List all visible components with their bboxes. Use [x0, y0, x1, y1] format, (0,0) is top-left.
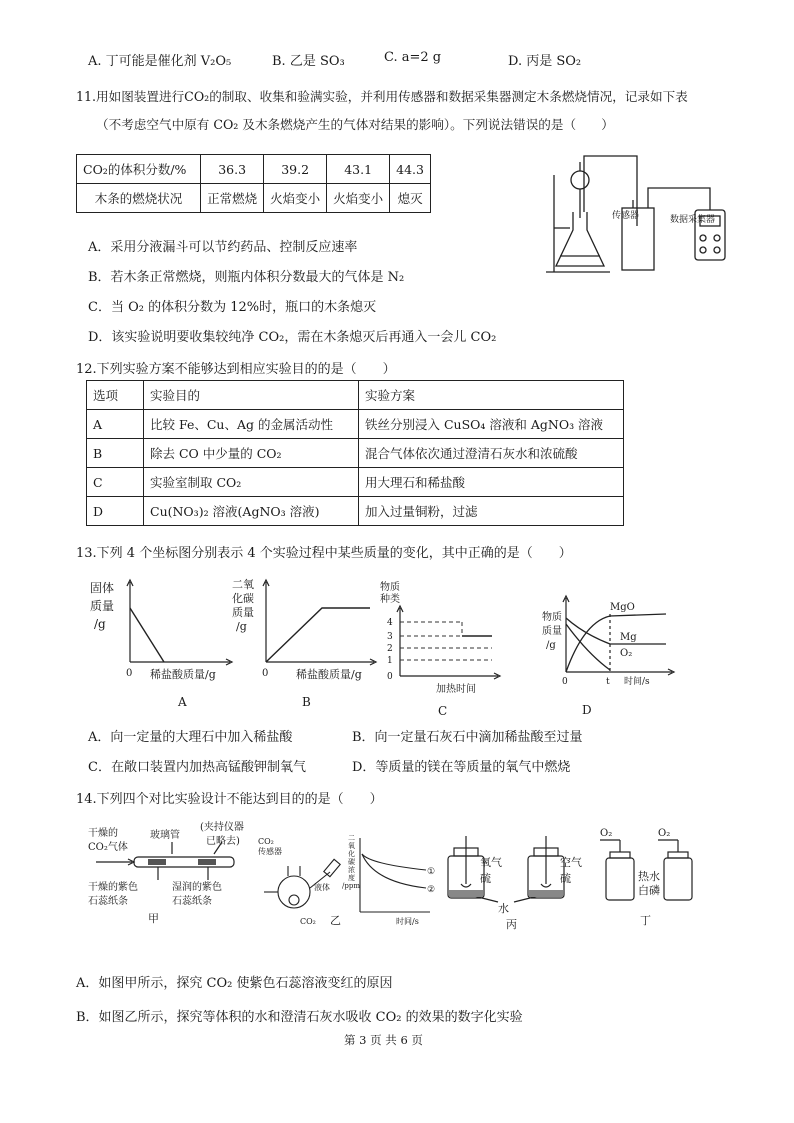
graph-c-ytick: 4 — [387, 618, 393, 628]
yi-liquid: 液体 — [314, 883, 330, 892]
yi-ylabel: 化 — [348, 850, 355, 858]
bing-label: 丙 — [506, 918, 517, 931]
q14-option-a: A．如图甲所示，探究 CO₂ 使紫色石蕊溶液变红的原因 — [76, 976, 393, 991]
q10-option-d: D. 丙是 SO₂ — [508, 54, 582, 69]
q12-table — [86, 380, 624, 526]
ding-hot-water: 热水 — [638, 870, 660, 883]
q14-figure-bing — [440, 828, 588, 932]
graph-a-ylabel-2: 质量 — [90, 599, 115, 613]
q13-graph-d — [540, 574, 690, 717]
ding-label: 丁 — [640, 914, 651, 927]
jia-dry-2: 石蕊纸条 — [88, 896, 128, 907]
q13-stem: 13.下列 4 个坐标图分别表示 4 个实验过程中某些质量的变化，其中正确的是（ ） — [76, 546, 572, 561]
ding-phosphorus: 白磷 — [638, 884, 660, 897]
jia-note-1: (夹持仪器 — [200, 822, 244, 833]
q14-figure-ding — [598, 828, 708, 928]
q11-cell: 火焰变小 — [327, 184, 390, 213]
q14-stem: 14.下列四个对比实验设计不能达到目的的是（ ） — [76, 792, 383, 807]
jia-gas-2: CO₂气体 — [88, 842, 128, 853]
yi-xlabel: 时间/s — [396, 917, 419, 926]
q11-cell: 熄灭 — [390, 184, 431, 213]
jia-dry-1: 干燥的紫色 — [88, 882, 138, 893]
q12-cell: 比较 Fe、Cu、Ag 的金属活动性 — [144, 410, 359, 439]
q14-option-b: B．如图乙所示，探究等体积的水和澄清石灰水吸收 CO₂ 的效果的数字化实验 — [76, 1010, 523, 1025]
q12-cell: A — [87, 410, 144, 439]
graph-b-ylabel-3: 质量 — [232, 606, 254, 619]
q11-cell: 43.1 — [327, 155, 390, 184]
graph-d-ylabel-3: /g — [546, 640, 556, 651]
graph-c-ytick: 0 — [387, 672, 393, 682]
bing-water: 水 — [498, 902, 509, 915]
q10-option-b: B. 乙是 SO₃ — [272, 54, 345, 69]
q11-option-d: D．该实验说明要收集较纯净 CO₂，需在木条熄灭后再通入一会儿 CO₂ — [88, 330, 497, 345]
q12-cell: 实验室制取 CO₂ — [144, 468, 359, 497]
graph-b-xlabel: 稀盐酸质量/g — [296, 668, 362, 681]
yi-ylabel: 氧 — [348, 842, 355, 850]
graph-a-ylabel-1: 固体 — [90, 581, 115, 595]
graph-d-ylabel-1: 物质 — [542, 612, 562, 623]
q12-stem: 12.下列实验方案不能够达到相应实验目的的是（ ） — [76, 362, 396, 377]
graph-d-ylabel-2: 质量 — [542, 626, 562, 637]
q13-option-b: B．向一定量石灰石中滴加稀盐酸至过量 — [352, 730, 583, 745]
yi-curve-2: ② — [427, 885, 436, 895]
q12-cell: B — [87, 439, 144, 468]
q12-cell: 加入过量铜粉，过滤 — [359, 497, 624, 526]
graph-d-label: D — [582, 703, 592, 717]
jia-note-2: 已略去) — [206, 836, 240, 847]
q11-cell: 36.3 — [201, 155, 264, 184]
bing-oxygen: 氧气 — [480, 856, 502, 869]
q14-figure-yi — [250, 832, 436, 928]
q11-table — [76, 154, 431, 213]
sensor-label: 传感器 — [612, 211, 640, 221]
q13-option-d: D．等质量的镁在等质量的氧气中燃烧 — [352, 760, 571, 775]
graph-c-ytick: 3 — [387, 632, 393, 642]
q11-apparatus-diagram — [540, 150, 750, 280]
q12-cell: C — [87, 468, 144, 497]
yi-ylabel: 二 — [348, 834, 355, 842]
q13-graph-b — [228, 578, 388, 708]
graph-b-label: B — [302, 695, 311, 709]
q11-cell: 39.2 — [264, 155, 327, 184]
ding-o2-a: O₂ — [600, 828, 613, 839]
graph-c-ytick: 1 — [387, 656, 393, 666]
jia-wet-1: 湿润的紫色 — [172, 882, 222, 893]
graph-d-series-o2: O₂ — [620, 648, 633, 659]
q10-option-a: A. 丁可能是催化剂 V₂O₅ — [88, 54, 232, 69]
graph-a-label: A — [178, 695, 187, 709]
q12-header: 实验方案 — [359, 381, 624, 410]
graph-b-ylabel-2: 化碳 — [232, 592, 254, 605]
yi-ylabel: 碳 — [348, 858, 355, 866]
graph-d-xlabel: 时间/s — [624, 677, 650, 687]
graph-b-origin: 0 — [262, 668, 269, 679]
ding-o2-b: O₂ — [658, 828, 671, 839]
graph-c-ylabel-2: 种类 — [380, 594, 400, 605]
q12-cell: 混合气体依次通过澄清石灰水和浓硫酸 — [359, 439, 624, 468]
q13-graph-a — [92, 578, 242, 708]
q13-option-a: A．向一定量的大理石中加入稀盐酸 — [88, 730, 293, 745]
q11-stem-line2: （不考虑空气中原有 CO₂ 及木条燃烧产生的气体对结果的影响）。下列说法错误的是（ ） — [96, 117, 614, 132]
yi-ylabel: 浓 — [348, 866, 355, 874]
graph-b-ylabel-1: 二氧 — [232, 578, 254, 591]
q12-cell: 铁丝分别浸入 CuSO₄ 溶液和 AgNO₃ 溶液 — [359, 410, 624, 439]
graph-c-label: C — [438, 704, 448, 718]
q11-cell: 正常燃烧 — [201, 184, 264, 213]
q11-cell: 火焰变小 — [264, 184, 327, 213]
yi-co2-1: CO₂ — [258, 837, 274, 846]
q12-cell: 用大理石和稀盐酸 — [359, 468, 624, 497]
yi-ylabel: /ppm — [342, 882, 360, 890]
graph-c-ytick: 2 — [387, 644, 393, 654]
graph-c-ylabel-1: 物质 — [380, 582, 400, 593]
graph-d-series-mgo: MgO — [610, 602, 635, 613]
graph-d-tmark: t — [606, 677, 610, 687]
graph-d-series-mg: Mg — [620, 632, 637, 643]
q11-option-c: C．当 O₂ 的体积分数为 12%时，瓶口的木条熄灭 — [88, 300, 377, 315]
q12-cell: 除去 CO 中少量的 CO₂ — [144, 439, 359, 468]
q13-option-c: C．在敞口装置内加热高锰酸钾制氧气 — [88, 760, 306, 775]
yi-curve-1: ① — [427, 867, 436, 877]
graph-a-origin: 0 — [126, 668, 133, 679]
yi-co2-b: CO₂ — [300, 917, 316, 926]
q11-option-b: B．若木条正常燃烧，则瓶内体积分数最大的气体是 N₂ — [88, 270, 405, 285]
yi-co2-2: 传感器 — [258, 847, 282, 856]
jia-label: 甲 — [148, 912, 159, 925]
jia-gas-1: 干燥的 — [88, 828, 118, 839]
q11-option-a: A．采用分液漏斗可以节约药品、控制反应速率 — [88, 240, 358, 255]
collector-label: 数据采集器 — [670, 215, 716, 225]
graph-d-origin: 0 — [562, 677, 568, 687]
q13-graph-c — [372, 578, 512, 718]
yi-label: 乙 — [330, 914, 341, 927]
page-footer: 第 3 页 共 6 页 — [344, 1033, 423, 1047]
graph-c-xlabel: 加热时间 — [436, 684, 476, 695]
q11-stem-line1: 11.用如图装置进行CO₂的制取、收集和验满实验，并利用传感器和数据采集器测定木条燃烧情况，记录如下表 — [76, 89, 688, 104]
q11-cell: 44.3 — [390, 155, 431, 184]
q12-header: 选项 — [87, 381, 144, 410]
q12-cell: Cu(NO₃)₂ 溶液(AgNO₃ 溶液) — [144, 497, 359, 526]
yi-ylabel: 度 — [348, 874, 355, 882]
q12-header: 实验目的 — [144, 381, 359, 410]
graph-a-ylabel-3: /g — [94, 617, 106, 631]
q11-row2-header: 木条的燃烧状况 — [77, 184, 201, 213]
graph-a-xlabel: 稀盐酸质量/g — [150, 668, 216, 681]
bing-sulfur-2: 硫 — [560, 872, 571, 885]
q10-option-c: C. a=2 g — [384, 50, 442, 65]
bing-sulfur-1: 硫 — [480, 872, 491, 885]
jia-wet-2: 石蕊纸条 — [172, 896, 212, 907]
graph-b-ylabel-4: /g — [236, 620, 247, 633]
jia-tube: 玻璃管 — [150, 830, 180, 841]
q12-cell: D — [87, 497, 144, 526]
bing-air: 空气 — [560, 856, 582, 869]
q14-figure-jia — [88, 822, 248, 928]
q11-row1-header: CO₂的体积分数/% — [77, 155, 201, 184]
